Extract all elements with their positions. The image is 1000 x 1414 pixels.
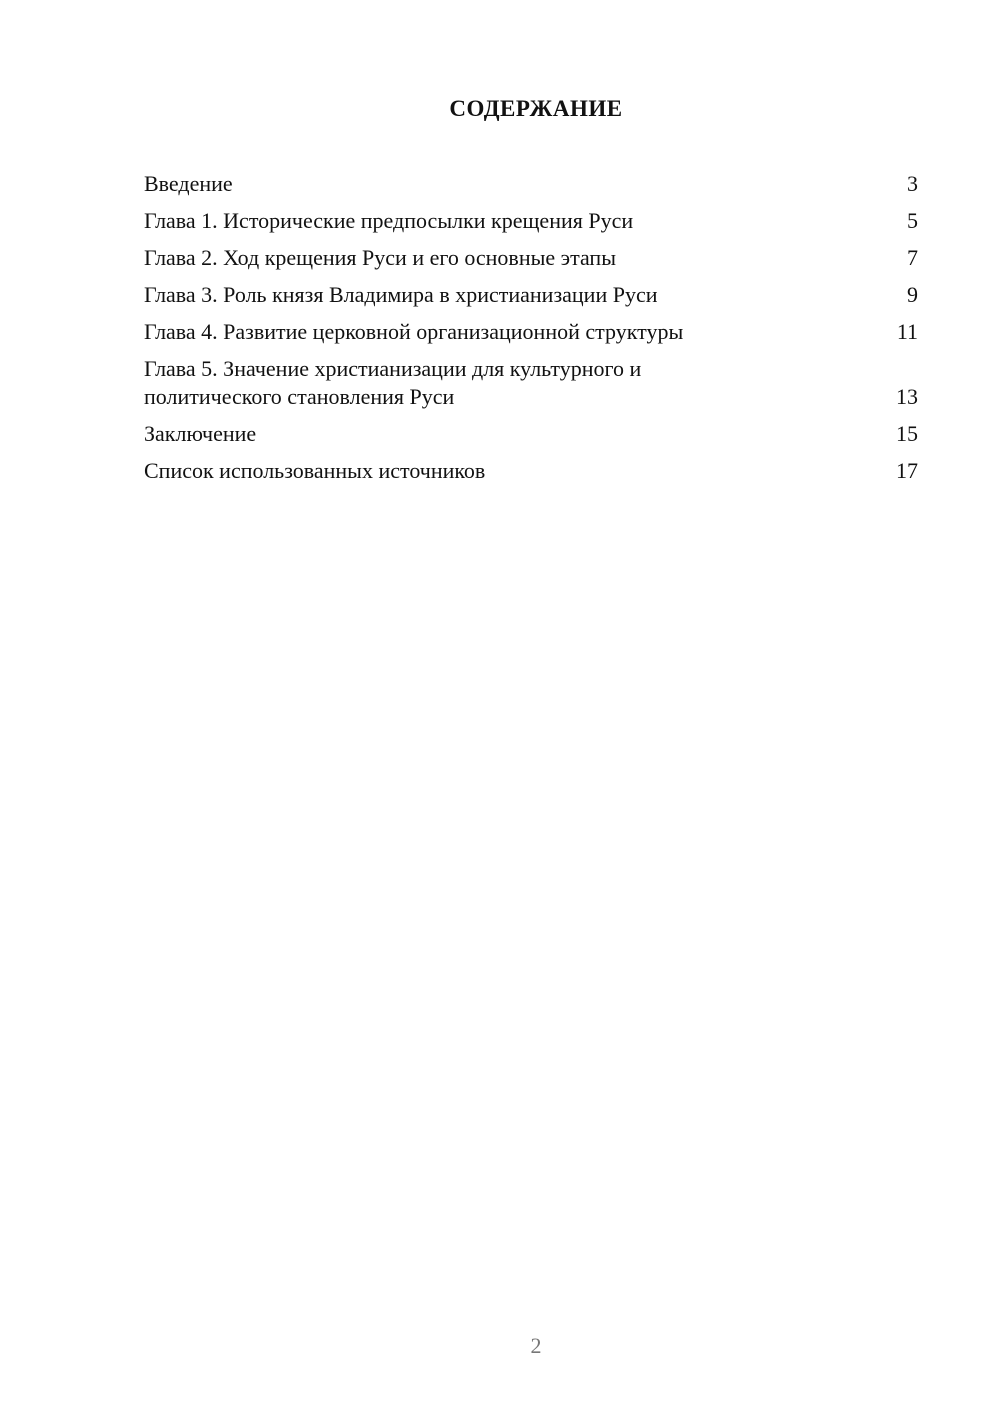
toc-entry [144, 170, 918, 198]
toc-entry-page: 13 [896, 384, 918, 409]
toc-entry-label: Глава 3. Роль князя Владимира в христианизации Руси [144, 282, 658, 307]
toc-entry-page: 11 [896, 319, 918, 344]
toc-entry-page: 3 [907, 171, 918, 196]
toc-entry-label: Список использованных источников [144, 458, 486, 483]
toc-entry-label: Глава 4. Развитие церковной организационной структуры [144, 319, 684, 344]
toc-entry-label: Заключение [144, 421, 257, 446]
toc-entry [144, 318, 918, 346]
toc-entry-page: 9 [907, 282, 918, 307]
toc-entry [144, 355, 918, 411]
toc-entry [144, 420, 918, 448]
toc-entry [144, 244, 918, 272]
toc-entry-label: Глава 1. Исторические предпосылки крещения Руси [144, 208, 634, 233]
toc-entry [144, 207, 918, 235]
page-number: 2 [530, 1333, 542, 1358]
toc-entry-page: 15 [896, 421, 918, 446]
table-of-contents [144, 170, 918, 494]
toc-entry-label: Глава 5. Значение христианизации для культурного и политического становления Руси [144, 356, 642, 409]
toc-entry-page: 17 [896, 458, 918, 483]
toc-entry-label: Глава 2. Ход крещения Руси и его основные этапы [144, 245, 616, 270]
page-title: СОДЕРЖАНИЕ [449, 96, 623, 121]
toc-entry-label: Введение [144, 171, 233, 196]
toc-entry [144, 281, 918, 309]
toc-entry [144, 457, 918, 485]
toc-entry-page: 7 [907, 245, 918, 270]
toc-entry-page: 5 [907, 208, 918, 233]
